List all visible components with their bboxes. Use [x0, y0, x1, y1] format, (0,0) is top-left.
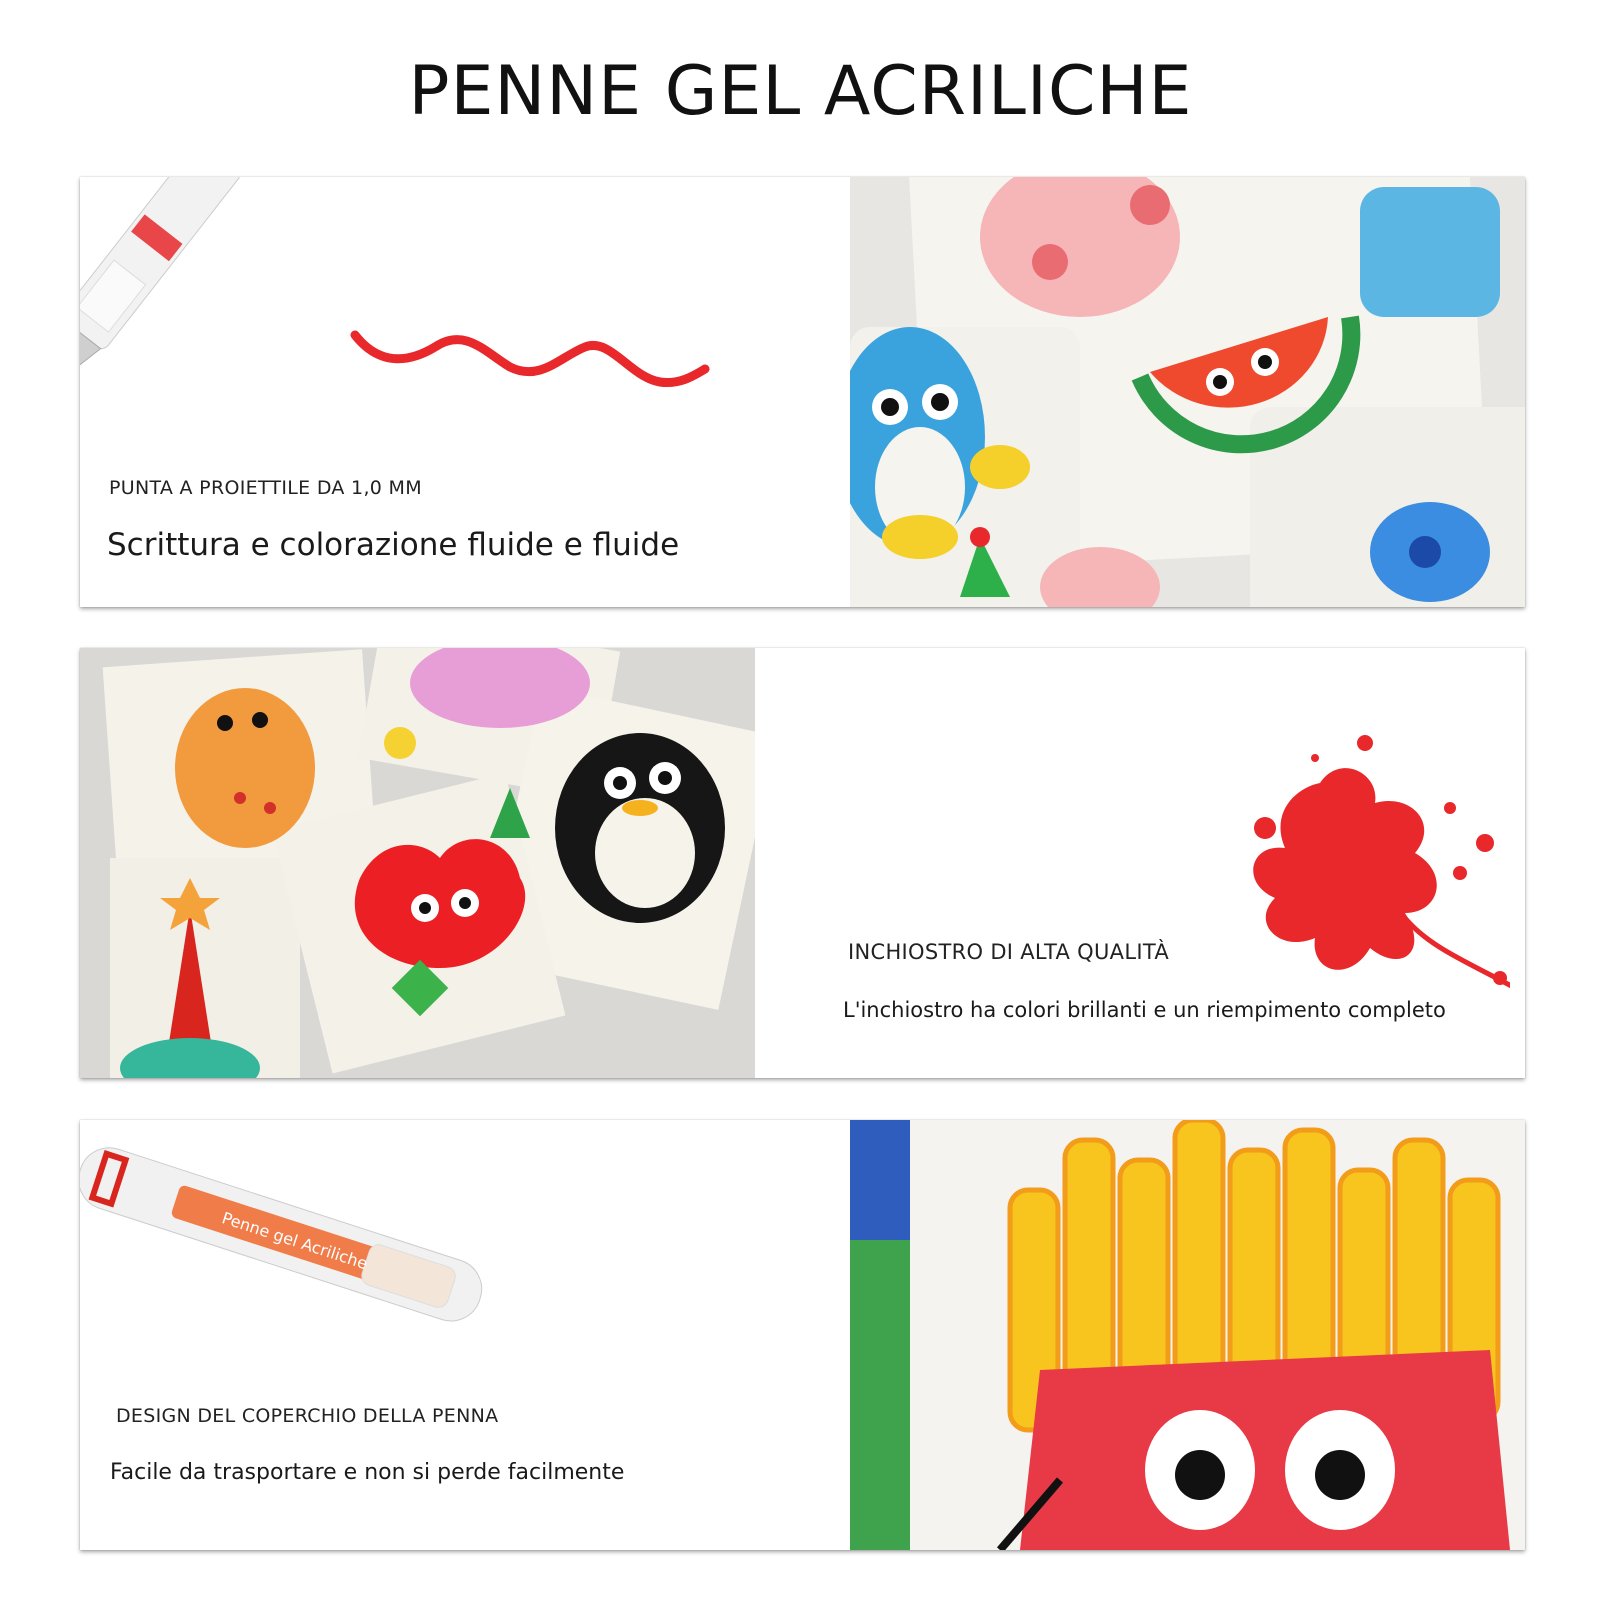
french-fries-photo [850, 1120, 1525, 1550]
feature-panel-tip [80, 177, 1525, 607]
page-title: PENNE GEL ACRILICHE [408, 52, 1193, 131]
doodle-cards-photo [80, 648, 755, 1078]
feature-description: Scrittura e colorazione fluide e fluide [107, 527, 680, 563]
doodle-cards-photo [850, 177, 1525, 607]
feature-panel-cap [80, 1120, 1525, 1550]
feature-label: INCHIOSTRO DI ALTA QUALITÀ [848, 940, 1170, 964]
feature-label: DESIGN DEL COPERCHIO DELLA PENNA [116, 1405, 499, 1427]
feature-description: L'inchiostro ha colori brillanti e un riempimento completo [843, 998, 1446, 1022]
feature-description: Facile da trasportare e non si perde facilmente [110, 1460, 625, 1485]
feature-panel-ink [80, 648, 1525, 1078]
pen-cap-text: Penne gel Acriliche [219, 1208, 370, 1274]
feature-label: PUNTA A PROIETTILE DA 1,0 MM [109, 477, 422, 499]
pen-cap-illustration [80, 1120, 840, 1550]
